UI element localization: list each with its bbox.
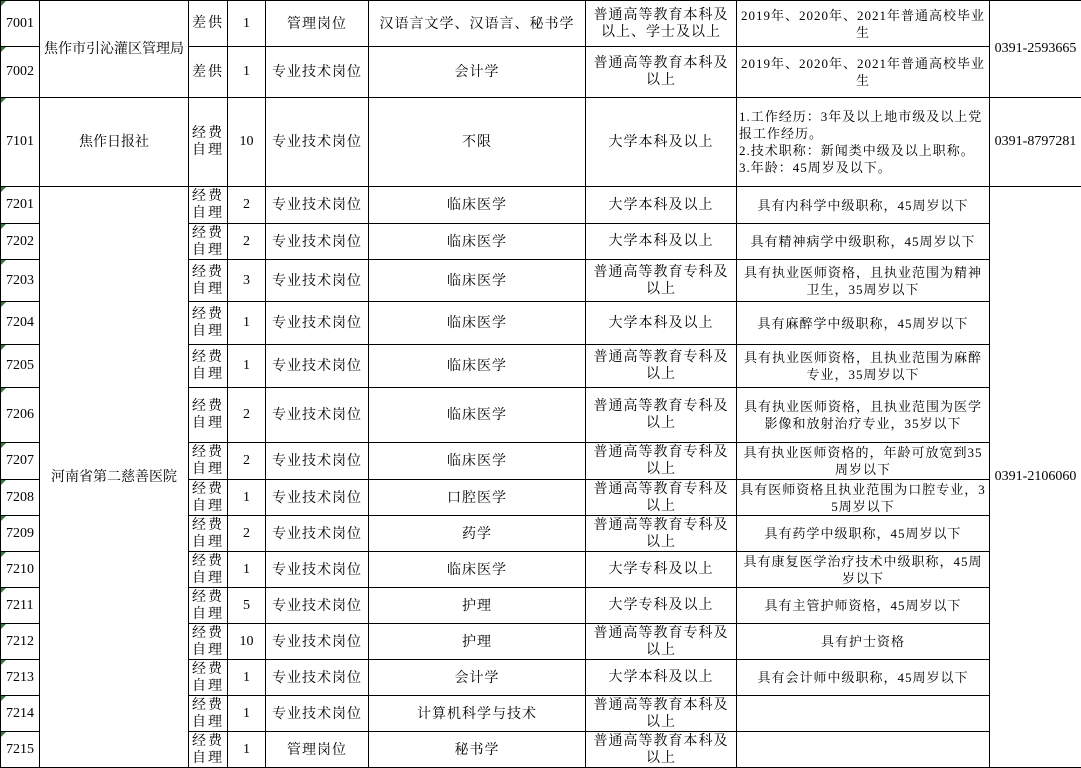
major: 护理 (369, 624, 586, 660)
conditions: 具有精神病学中级职称，45周岁以下 (737, 224, 990, 260)
post-type: 专业技术岗位 (266, 47, 369, 98)
hire-count: 2 (228, 516, 266, 552)
funding-type: 经费自理 (189, 588, 228, 624)
education: 普通高等教育专科及以上 (586, 345, 737, 388)
major: 口腔医学 (369, 480, 586, 516)
education: 大学专科及以上 (586, 552, 737, 588)
major: 会计学 (369, 660, 586, 696)
conditions: 具有执业医师资格，且执业范围为医学影像和放射治疗专业，35岁以下 (737, 388, 990, 443)
table-row (1, 187, 1081, 224)
funding-type: 经费自理 (189, 732, 228, 768)
conditions: 具有内科学中级职称，45周岁以下 (737, 187, 990, 224)
major: 临床医学 (369, 552, 586, 588)
hire-count: 1 (228, 345, 266, 388)
education: 普通高等教育专科及以上 (586, 516, 737, 552)
education: 大学本科及以上 (586, 302, 737, 345)
major: 临床医学 (369, 443, 586, 480)
hire-count: 1 (228, 47, 266, 98)
education: 大学本科及以上 (586, 224, 737, 260)
hire-count: 1 (228, 660, 266, 696)
hire-count: 1 (228, 302, 266, 345)
education: 普通高等教育专科及以上 (586, 260, 737, 302)
conditions: 具有康复医学治疗技术中级职称，45周岁以下 (737, 552, 990, 588)
post-type: 专业技术岗位 (266, 260, 369, 302)
education: 普通高等教育专科及以上 (586, 388, 737, 443)
table-body (1, 1, 1081, 768)
position-code: 7207 (1, 443, 40, 480)
education: 普通高等教育专科及以上 (586, 443, 737, 480)
hire-count: 10 (228, 98, 266, 187)
post-type: 专业技术岗位 (266, 480, 369, 516)
hire-count: 1 (228, 552, 266, 588)
hire-count: 3 (228, 260, 266, 302)
post-type: 专业技术岗位 (266, 552, 369, 588)
major: 汉语言文学、汉语言、秘书学 (369, 1, 586, 47)
conditions: 具有麻醉学中级职称，45周岁以下 (737, 302, 990, 345)
conditions (737, 732, 990, 768)
major: 临床医学 (369, 224, 586, 260)
position-code: 7209 (1, 516, 40, 552)
hire-count: 5 (228, 588, 266, 624)
post-type: 专业技术岗位 (266, 345, 369, 388)
funding-type: 经费自理 (189, 345, 228, 388)
hire-count: 1 (228, 1, 266, 47)
contact-phone: 0391-2593665 (990, 1, 1081, 98)
education: 普通高等教育本科及以上 (586, 47, 737, 98)
hire-count: 2 (228, 187, 266, 224)
hire-count: 1 (228, 732, 266, 768)
major: 临床医学 (369, 260, 586, 302)
contact-phone: 0391-2106060 (990, 187, 1081, 768)
unit-name: 焦作日报社 (40, 98, 189, 187)
hire-count: 10 (228, 624, 266, 660)
position-code: 7001 (1, 1, 40, 47)
conditions: 具有医师资格且执业范围为口腔专业，35周岁以下 (737, 480, 990, 516)
conditions: 具有执业医师资格的，年龄可放宽到35周岁以下 (737, 443, 990, 480)
position-code: 7205 (1, 345, 40, 388)
major: 会计学 (369, 47, 586, 98)
hire-count: 2 (228, 443, 266, 480)
major: 临床医学 (369, 302, 586, 345)
position-code: 7213 (1, 660, 40, 696)
conditions: 具有护士资格 (737, 624, 990, 660)
funding-type: 经费自理 (189, 98, 228, 187)
conditions: 2019年、2020年、2021年普通高校毕业生 (737, 1, 990, 47)
funding-type: 经费自理 (189, 302, 228, 345)
post-type: 专业技术岗位 (266, 624, 369, 660)
post-type: 专业技术岗位 (266, 696, 369, 732)
post-type: 专业技术岗位 (266, 516, 369, 552)
funding-type: 经费自理 (189, 696, 228, 732)
education: 普通高等教育本科及以上、学士及以上 (586, 1, 737, 47)
position-code: 7201 (1, 187, 40, 224)
funding-type: 经费自理 (189, 187, 228, 224)
major: 护理 (369, 588, 586, 624)
unit-name: 河南省第二慈善医院 (40, 187, 189, 768)
position-code: 7208 (1, 480, 40, 516)
hire-count: 1 (228, 696, 266, 732)
post-type: 专业技术岗位 (266, 224, 369, 260)
major: 临床医学 (369, 345, 586, 388)
major: 不限 (369, 98, 586, 187)
major: 秘书学 (369, 732, 586, 768)
position-code: 7202 (1, 224, 40, 260)
position-code: 7214 (1, 696, 40, 732)
position-code: 7002 (1, 47, 40, 98)
position-code: 7212 (1, 624, 40, 660)
position-code: 7204 (1, 302, 40, 345)
education: 普通高等教育本科及以上 (586, 696, 737, 732)
major: 药学 (369, 516, 586, 552)
education: 普通高等教育专科及以上 (586, 480, 737, 516)
position-code: 7206 (1, 388, 40, 443)
hire-count: 1 (228, 480, 266, 516)
conditions: 具有会计师中级职称，45周岁以下 (737, 660, 990, 696)
funding-type: 经费自理 (189, 443, 228, 480)
funding-type: 差供 (189, 1, 228, 47)
funding-type: 经费自理 (189, 624, 228, 660)
position-code: 7203 (1, 260, 40, 302)
post-type: 专业技术岗位 (266, 443, 369, 480)
post-type: 专业技术岗位 (266, 588, 369, 624)
contact-phone: 0391-8797281 (990, 98, 1081, 187)
major: 临床医学 (369, 388, 586, 443)
post-type: 专业技术岗位 (266, 98, 369, 187)
conditions: 具有执业医师资格，且执业范围为精神卫生，35周岁以下 (737, 260, 990, 302)
post-type: 管理岗位 (266, 732, 369, 768)
funding-type: 经费自理 (189, 260, 228, 302)
education: 大学本科及以上 (586, 660, 737, 696)
conditions: 具有主管护师资格，45周岁以下 (737, 588, 990, 624)
major: 临床医学 (369, 187, 586, 224)
hire-count: 2 (228, 224, 266, 260)
post-type: 专业技术岗位 (266, 302, 369, 345)
position-code: 7215 (1, 732, 40, 768)
post-type: 专业技术岗位 (266, 388, 369, 443)
hire-count: 2 (228, 388, 266, 443)
education: 大学本科及以上 (586, 187, 737, 224)
education: 普通高等教育专科及以上 (586, 624, 737, 660)
post-type: 专业技术岗位 (266, 660, 369, 696)
position-code: 7211 (1, 588, 40, 624)
funding-type: 经费自理 (189, 660, 228, 696)
conditions: 具有药学中级职称，45周岁以下 (737, 516, 990, 552)
table-row (1, 1, 1081, 47)
conditions: 2019年、2020年、2021年普通高校毕业生 (737, 47, 990, 98)
funding-type: 经费自理 (189, 516, 228, 552)
conditions: 具有执业医师资格，且执业范围为麻醉专业，35周岁以下 (737, 345, 990, 388)
table-row (1, 98, 1081, 187)
post-type: 专业技术岗位 (266, 187, 369, 224)
funding-type: 经费自理 (189, 552, 228, 588)
education: 大学专科及以上 (586, 588, 737, 624)
funding-type: 差供 (189, 47, 228, 98)
unit-name: 焦作市引沁灌区管理局 (40, 1, 189, 98)
education: 普通高等教育本科及以上 (586, 732, 737, 768)
conditions: 1.工作经历：3年及以上地市级及以上党报工作经历。 2.技术职称：新闻类中级及以上职称。 3.年龄：45周岁及以下。 (737, 98, 990, 187)
funding-type: 经费自理 (189, 480, 228, 516)
conditions (737, 696, 990, 732)
funding-type: 经费自理 (189, 224, 228, 260)
funding-type: 经费自理 (189, 388, 228, 443)
post-type: 管理岗位 (266, 1, 369, 47)
position-code: 7101 (1, 98, 40, 187)
major: 计算机科学与技术 (369, 696, 586, 732)
position-code: 7210 (1, 552, 40, 588)
education: 大学本科及以上 (586, 98, 737, 187)
